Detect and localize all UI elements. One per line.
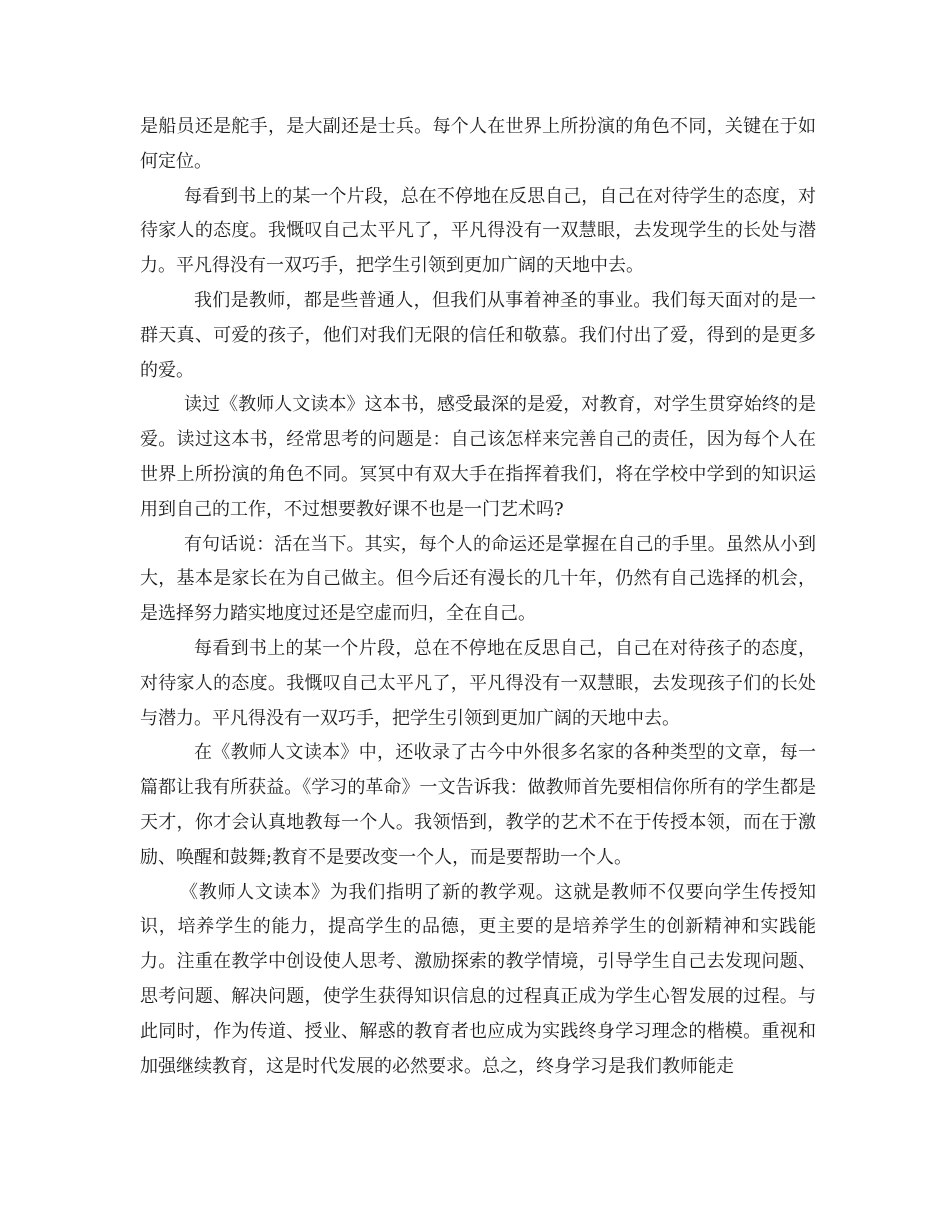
paragraph-8: 《教师人文读本》为我们指明了新的教学观。这就是教师不仅要向学生传授知识，培养学生的能力，提高学生的品德，更主要的是培养学生的创新精神和实践能力。注重在教学中创设使人思考、激励探索的教学情境，引导学生自己去发现问题、思考问题、解决问题，使学生获得知识信息的过程真正成为学生心智发展的过程。与此同时，作为传道、授业、解惑的教育者也应成为实践终身学习理念的楷模。重视和加强继续教育，这是时代发展的必然要求。总之，终身学习是我们教师能走 [140,881,816,1077]
paragraph-6: 每看到书上的某一个片段，总在不停地在反思自己，自己在对待孩子的态度，对待家人的态度。我慨叹自己太平凡了，平凡得没有一双慧眼，去发现孩子们的长处与潜力。平凡得没有一双巧手，把学生引领到更加广阔的天地中去。 [140,637,816,729]
paragraph-7: 在《教师人文读本》中，还收录了古今中外很多名家的各种类型的文章，每一篇都让我有所获益。《学习的革命》一文告诉我：做教师首先要相信你所有的学生都是天才，你才会认真地教每一个人。我领悟到，教学的艺术不在于传授本领，而在于激励、唤醒和鼓舞;教育不是要改变一个人，而是要帮助一个人。 [140,742,816,868]
document-body [140,110,816,1084]
paragraph-2: 每看到书上的某一个片段，总在不停地在反思自己，自己在对待学生的态度，对待家人的态度。我慨叹自己太平凡了，平凡得没有一双慧眼，去发现学生的长处与潜力。平凡得没有一双巧手，把学生引领到更加广阔的天地中去。 [140,185,816,277]
paragraph-1: 是船员还是舵手，是大副还是士兵。每个人在世界上所扮演的角色不同，关键在于如何定位。 [140,116,816,172]
paragraph-5: 有句话说：活在当下。其实，每个人的命运还是掌握在自己的手里。虽然从小到大，基本是家长在为自己做主。但今后还有漫长的几十年，仍然有自己选择的机会，是选择努力踏实地度过还是空虚而归，全在自己。 [140,533,816,625]
paragraph-4: 读过《教师人文读本》这本书，感受最深的是爱，对教育，对学生贯穿始终的是爱。读过这本书，经常思考的问题是：自己该怎样来完善自己的责任，因为每个人在世界上所扮演的角色不同。冥冥中有双大手在指挥着我们，将在学校中学到的知识运用到自己的工作，不过想要教好课不也是一门艺术吗? [140,394,816,520]
paragraph-3: 我们是教师，都是些普通人，但我们从事着神圣的事业。我们每天面对的是一群天真、可爱的孩子，他们对我们无限的信任和敬慕。我们付出了爱，得到的是更多的爱。 [140,289,816,381]
